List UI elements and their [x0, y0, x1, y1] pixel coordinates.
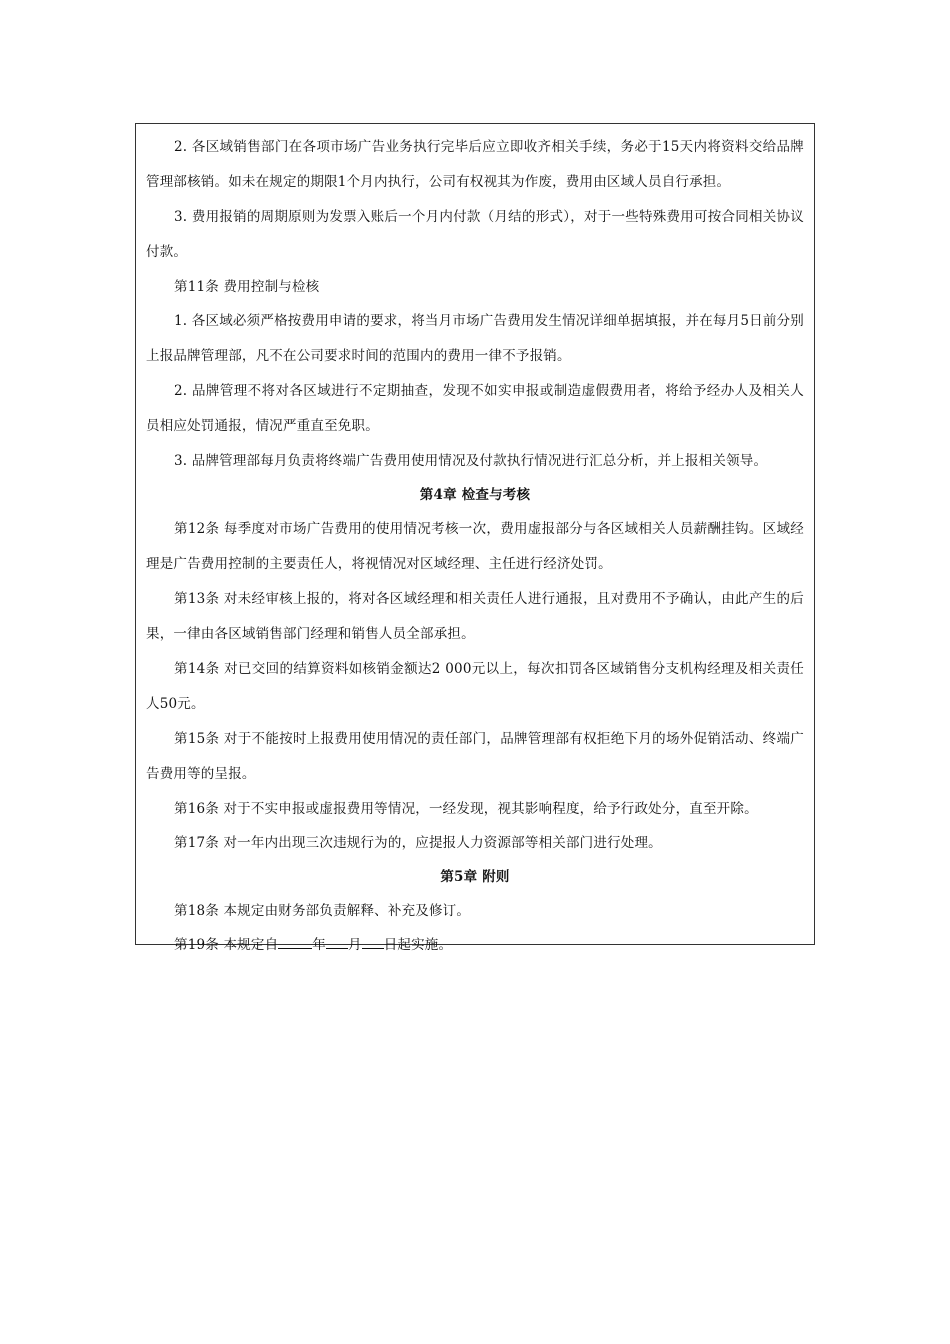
article-14: 第14条 对已交回的结算资料如核销金额达2 000元以上，每次扣罚各区域销售分支机构经理及相关责任人50元。: [146, 661, 804, 712]
article-19-suffix: 日起实施。: [383, 937, 453, 953]
chapter-5-heading: 第5章 附则: [440, 869, 510, 885]
article-11-heading: 第11条 费用控制与检核: [174, 279, 320, 295]
article-17: 第17条 对一年内出现三次违规行为的，应提报人力资源部等相关部门进行处理。: [174, 835, 662, 851]
chapter-4-heading: 第4章 检查与考核: [419, 487, 531, 503]
article-13: 第13条 对未经审核上报的，将对各区域经理和相关责任人进行通报，且对费用不予确认，由此产生的后果，一律由各区域销售部门经理和销售人员全部承担。: [146, 591, 804, 642]
article-12: 第12条 每季度对市场广告费用的使用情况考核一次，费用虚报部分与各区域相关人员薪酬挂钩。区域经理是广告费用控制的主要责任人，将视情况对区域经理、主任进行经济处罚。: [146, 521, 804, 572]
paragraph-spot-check: 2. 品牌管理不将对各区域进行不定期抽查，发现不如实申报或制造虚假费用者，将给予经办人及相关人员相应处罚通报，情况严重直至免职。: [146, 383, 804, 434]
article-19: [146, 928, 804, 962]
paragraph-payment-cycle: 3. 费用报销的周期原则为发票入账后一个月内付款（月结的形式），对于一些特殊费用可按合同相关协议付款。: [146, 209, 804, 260]
article-19-prefix: 第19条 本规定自: [174, 937, 279, 953]
regulation-text-box: [135, 123, 815, 953]
paragraph-monthly-analysis: 3. 品牌管理部每月负责将终端广告费用使用情况及付款执行情况进行汇总分析，并上报相关领导。: [174, 453, 768, 469]
paragraph-cost-reporting: 1. 各区域必须严格按费用申请的要求，将当月市场广告费用发生情况详细单据填报，并在每月5日前分别上报品牌管理部，凡不在公司要求时间的范围内的费用一律不予报销。: [146, 313, 804, 364]
article-15: 第15条 对于不能按时上报费用使用情况的责任部门，品牌管理部有权拒绝下月的场外促销活动、终端广告费用等的呈报。: [146, 731, 804, 782]
article-18: 第18条 本规定由财务部负责解释、补充及修订。: [174, 903, 471, 919]
paragraph-reimbursement-deadline: 2. 各区域销售部门在各项市场广告业务执行完毕后应立即收齐相关手续，务必于15天内将资料交给品牌管理部核销。如未在规定的期限1个月内执行，公司有权视其为作废，费用由区域人员自行承担。: [146, 139, 804, 190]
year-blank: [278, 934, 312, 949]
article-16: 第16条 对于不实申报或虚报费用等情况，一经发现，视其影响程度，给予行政处分，直至开除。: [174, 801, 758, 817]
month-label: 月: [347, 937, 362, 953]
year-label: 年: [312, 937, 326, 953]
month-blank: [326, 934, 348, 949]
day-blank: [362, 934, 384, 949]
